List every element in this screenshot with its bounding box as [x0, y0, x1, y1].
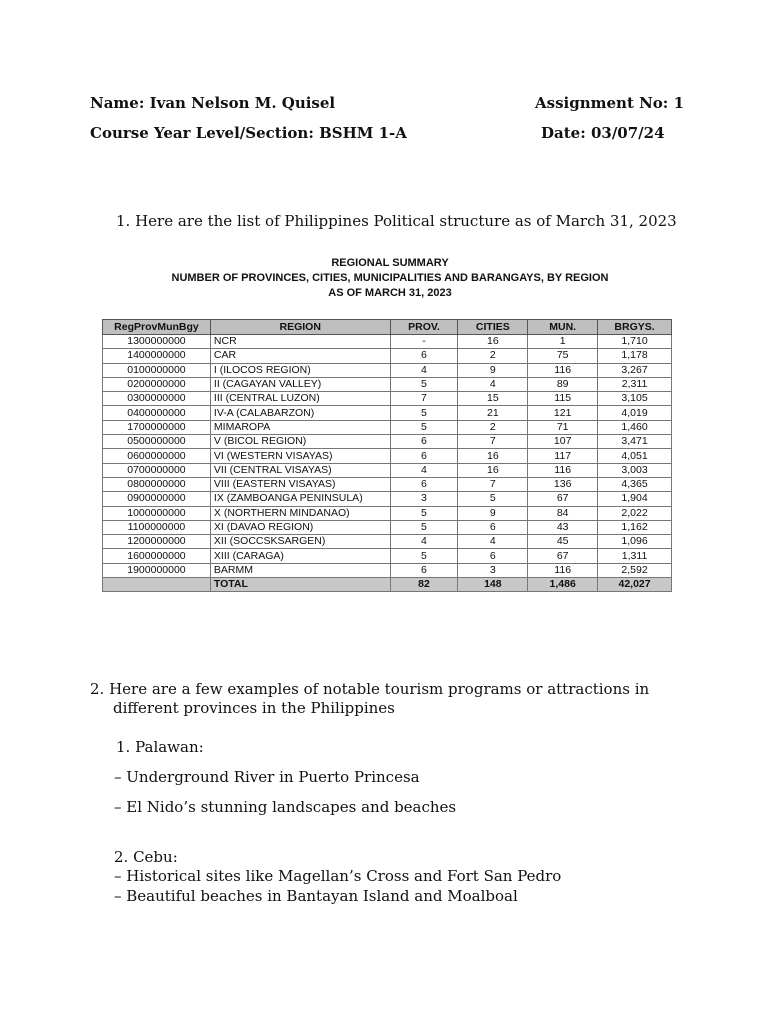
table-cell: V (BICOL REGION) [210, 435, 390, 449]
table-cell: 3 [390, 492, 458, 506]
column-header: CITIES [458, 320, 528, 335]
table-row [103, 377, 672, 391]
column-header: REGION [210, 320, 390, 335]
column-header: PROV. [390, 320, 458, 335]
table-cell: 5 [390, 520, 458, 534]
table-cell: 1,311 [598, 549, 672, 563]
table-cell: XI (DAVAO REGION) [210, 520, 390, 534]
table-cell: NCR [210, 335, 390, 349]
table-title-1: REGIONAL SUMMARY [331, 257, 449, 269]
table-cell: 3,471 [598, 435, 672, 449]
table-cell: 2 [458, 349, 528, 363]
table-cell: 116 [528, 563, 598, 577]
table-cell [103, 578, 211, 592]
table-cell: 1700000000 [103, 420, 211, 434]
table-cell: VI (WESTERN VISAYAS) [210, 449, 390, 463]
column-header: MUN. [528, 320, 598, 335]
table-row [103, 349, 672, 363]
table-cell: 3,003 [598, 463, 672, 477]
table-row [103, 492, 672, 506]
cebu-heading: 2. Cebu: [114, 848, 178, 866]
table-cell: 1200000000 [103, 535, 211, 549]
table-row [103, 520, 672, 534]
table-cell: 1100000000 [103, 520, 211, 534]
table-cell: 71 [528, 420, 598, 434]
table-cell: 1,096 [598, 535, 672, 549]
table-cell: 4 [390, 463, 458, 477]
student-name: Name: Ivan Nelson M. Quisel [90, 94, 336, 112]
table-cell: 1 [528, 335, 598, 349]
table-row [103, 449, 672, 463]
question-1: 1. Here are the list of Philippines Political structure as of March 31, 2023 [116, 212, 677, 230]
table-cell: 1,178 [598, 349, 672, 363]
table-total-row [103, 578, 672, 592]
table-cell: 9 [458, 363, 528, 377]
table-cell: 0100000000 [103, 363, 211, 377]
column-header: BRGYS. [598, 320, 672, 335]
table-cell: 4 [458, 535, 528, 549]
table-cell: 0400000000 [103, 406, 211, 420]
table-cell: 0700000000 [103, 463, 211, 477]
table-cell: 3 [458, 563, 528, 577]
table-cell: 116 [528, 363, 598, 377]
table-cell: VII (CENTRAL VISAYAS) [210, 463, 390, 477]
table-cell: 82 [390, 578, 458, 592]
table-cell: 0600000000 [103, 449, 211, 463]
table-cell: 1300000000 [103, 335, 211, 349]
table-cell: 3,105 [598, 392, 672, 406]
table-cell: II (CAGAYAN VALLEY) [210, 377, 390, 391]
table-cell: 117 [528, 449, 598, 463]
table-cell: 89 [528, 377, 598, 391]
table-cell: 1900000000 [103, 563, 211, 577]
table-cell: 4,051 [598, 449, 672, 463]
table-cell: I (ILOCOS REGION) [210, 363, 390, 377]
table-cell: 6 [390, 449, 458, 463]
table-cell: XIII (CARAGA) [210, 549, 390, 563]
table-cell: VIII (EASTERN VISAYAS) [210, 477, 390, 491]
table-cell: 107 [528, 435, 598, 449]
table-cell: 6 [390, 563, 458, 577]
table-cell: IX (ZAMBOANGA PENINSULA) [210, 492, 390, 506]
table-cell: 84 [528, 506, 598, 520]
table-cell: III (CENTRAL LUZON) [210, 392, 390, 406]
table-cell: 4,019 [598, 406, 672, 420]
table-cell: 9 [458, 506, 528, 520]
table-cell: 21 [458, 406, 528, 420]
assignment-date: Date: 03/07/24 [541, 124, 665, 142]
table-cell: IV-A (CALABARZON) [210, 406, 390, 420]
table-cell: 3,267 [598, 363, 672, 377]
table-cell: 7 [458, 435, 528, 449]
table-cell: 15 [458, 392, 528, 406]
table-cell: 6 [458, 520, 528, 534]
table-cell: 5 [390, 549, 458, 563]
table-title-3: AS OF MARCH 31, 2023 [328, 287, 452, 299]
table-cell: 43 [528, 520, 598, 534]
table-row [103, 335, 672, 349]
table-cell: 6 [390, 477, 458, 491]
table-cell: TOTAL [210, 578, 390, 592]
table-row [103, 420, 672, 434]
table-cell: 1,710 [598, 335, 672, 349]
table-cell: 45 [528, 535, 598, 549]
cebu-item-2: – Beautiful beaches in Bantayan Island and Moalboal [114, 887, 518, 905]
table-cell: 4 [390, 363, 458, 377]
table-cell: 5 [390, 377, 458, 391]
table-cell: 1000000000 [103, 506, 211, 520]
table-cell: 5 [390, 406, 458, 420]
table-cell: 5 [390, 420, 458, 434]
table-cell: 0300000000 [103, 392, 211, 406]
question-2-line-1: 2. Here are a few examples of notable tourism programs or attractions in [90, 680, 650, 698]
table-row [103, 549, 672, 563]
table-cell: 0900000000 [103, 492, 211, 506]
table-cell: 6 [390, 349, 458, 363]
table-row [103, 463, 672, 477]
table-cell: 42,027 [598, 578, 672, 592]
table-cell: 2,311 [598, 377, 672, 391]
table-cell: 7 [390, 392, 458, 406]
table-cell: 75 [528, 349, 598, 363]
table-cell: 2,592 [598, 563, 672, 577]
table-cell: 5 [458, 492, 528, 506]
table-cell: 136 [528, 477, 598, 491]
table-row [103, 406, 672, 420]
table-cell: 5 [390, 506, 458, 520]
table-cell: 4,365 [598, 477, 672, 491]
table-cell: 121 [528, 406, 598, 420]
table-cell: 4 [390, 535, 458, 549]
table-header-row [103, 320, 672, 335]
table-row [103, 563, 672, 577]
table-cell: 6 [390, 435, 458, 449]
table-cell: 116 [528, 463, 598, 477]
table-cell: 16 [458, 449, 528, 463]
table-cell: XII (SOCCSKSARGEN) [210, 535, 390, 549]
table-cell: BARMM [210, 563, 390, 577]
table-row [103, 435, 672, 449]
table-cell: 67 [528, 492, 598, 506]
table-cell: 6 [458, 549, 528, 563]
table-cell: 4 [458, 377, 528, 391]
table-cell: 0500000000 [103, 435, 211, 449]
question-2-line-2: different provinces in the Philippines [113, 699, 395, 717]
table-cell: 67 [528, 549, 598, 563]
table-cell: 1600000000 [103, 549, 211, 563]
table-row [103, 506, 672, 520]
table-row [103, 392, 672, 406]
table-cell: CAR [210, 349, 390, 363]
table-cell: 7 [458, 477, 528, 491]
palawan-item-2: – El Nido’s stunning landscapes and beaches [114, 798, 457, 816]
table-title-2: NUMBER OF PROVINCES, CITIES, MUNICIPALITIES AND BARANGAYS, BY REGION [171, 272, 609, 284]
palawan-item-1: – Underground River in Puerto Princesa [114, 768, 420, 786]
table-cell: X (NORTHERN MINDANAO) [210, 506, 390, 520]
cebu-item-1: – Historical sites like Magellan’s Cross and Fort San Pedro [114, 867, 562, 885]
table-cell: MIMAROPA [210, 420, 390, 434]
table-cell: 0200000000 [103, 377, 211, 391]
table-row [103, 535, 672, 549]
table-cell: 148 [458, 578, 528, 592]
table-cell: 1400000000 [103, 349, 211, 363]
table-cell: 1,162 [598, 520, 672, 534]
assignment-number: Assignment No: 1 [535, 94, 685, 112]
course-section: Course Year Level/Section: BSHM 1-A [90, 124, 407, 142]
palawan-heading: 1. Palawan: [116, 738, 204, 756]
table-cell: 1,486 [528, 578, 598, 592]
table-cell: 16 [458, 463, 528, 477]
table-cell: 1,460 [598, 420, 672, 434]
table-cell: 0800000000 [103, 477, 211, 491]
table-cell: 16 [458, 335, 528, 349]
table-row [103, 477, 672, 491]
table-cell: 2 [458, 420, 528, 434]
column-header: RegProvMunBgy [103, 320, 211, 335]
table-cell: 115 [528, 392, 598, 406]
table-cell: - [390, 335, 458, 349]
regional-summary-table [102, 319, 672, 592]
table-cell: 2,022 [598, 506, 672, 520]
table-cell: 1,904 [598, 492, 672, 506]
table-row [103, 363, 672, 377]
